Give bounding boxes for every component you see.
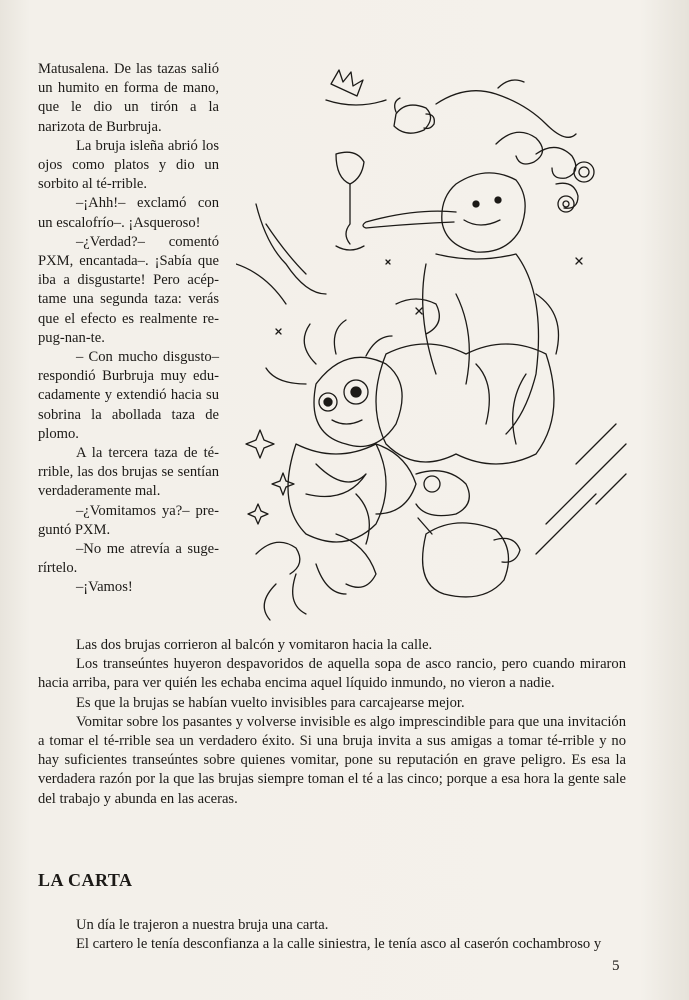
paragraph: –No me atrevía a sugerírtelo. <box>38 541 219 577</box>
paragraph: –¡Vamos! <box>76 579 133 596</box>
full-width-text <box>38 636 626 809</box>
page-number: 5 <box>612 958 620 974</box>
left-text-column <box>38 60 219 598</box>
paragraph: Es que la brujas se habían vuelto invisibles para carcajearse mejor. <box>76 694 465 711</box>
paragraph: La bruja isleña abrió los ojos como platos y dio un sorbito al té-rrible. <box>38 137 219 193</box>
paragraph: – Con mucho disgusto– respondió Burbruja muy educadamente y extendió hacia su sobrina la abollada taza de plomo. <box>38 349 219 442</box>
section-text <box>38 916 626 954</box>
witches-drinking-tea-illustration <box>236 64 636 624</box>
paragraph: Vomitar sobre los pasantes y volverse invisible es algo imprescindible para que una invitación a tomar el té-rrible sea un verdadero éxito. Si una bruja invita a sus amigas a tomar té-rrible y no hay suficientes transeúntes sobre quienes vomitar, pone su reputación en grave peligro. Es esa la verdadera razón por la que las brujas siempre toman el té a las cinco; porque a esa hora la gente sale del trabajo y abunda en las aceras. <box>38 713 626 807</box>
paragraph: –¡Ahh!– exclamó con un escalofrío–. ¡Asqueroso! <box>38 195 219 231</box>
paragraph: A la tercera taza de térrible, las dos brujas se sentían verdaderamente mal. <box>38 445 219 500</box>
paragraph: Un día le trajeron a nuestra bruja una carta. <box>76 917 329 933</box>
paragraph: –¿Verdad?– comentó PXM, encantada–. ¡Sabía que iba a disgustarte! Pero acéptame una segunda taza: verás que el efecto es realmente repug-nan-te. <box>38 233 219 346</box>
paragraph: El cartero le tenía desconfianza a la calle siniestra, le tenía asco al caserón cochambroso y <box>76 936 602 953</box>
section-heading: LA CARTA <box>38 870 133 890</box>
paragraph: –¿Vomitamos ya?– preguntó PXM. <box>38 502 219 538</box>
paragraph: Las dos brujas corrieron al balcón y vomitaron hacia la calle. <box>76 637 433 653</box>
paragraph: Los transeúntes huyeron despavoridos de aquella sopa de asco rancio, pero cuando miraron hacia arriba, para ver quién les echaba encima aquel líquido inmundo, no vieron a nadie. <box>38 656 626 692</box>
paragraph: Matusalena. De las tazas salió un humito en forma de mano, que le dio un tirón a la narizota de Burbruja. <box>38 61 219 135</box>
